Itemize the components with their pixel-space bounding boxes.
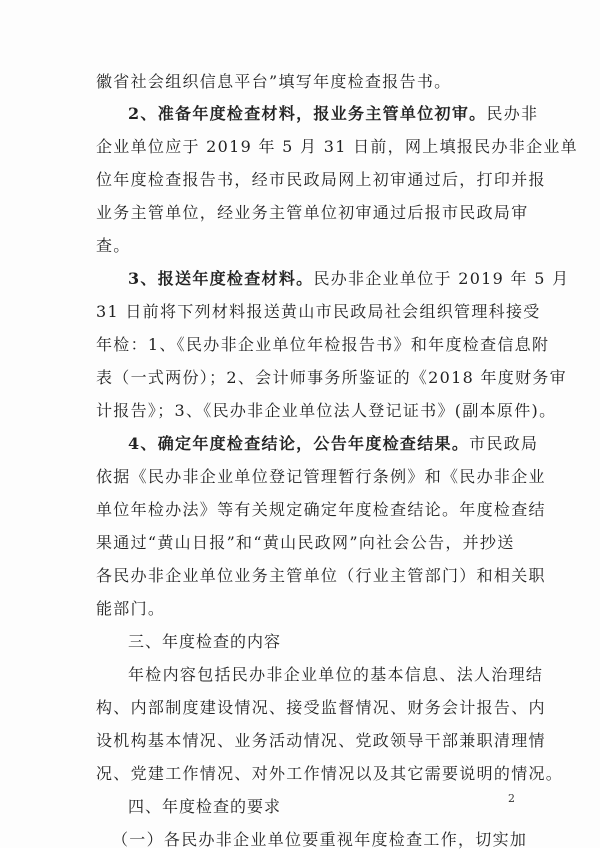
line-21: 设机构基本情况、业务活动情况、党政领导干部兼职清理情 xyxy=(96,731,546,750)
line-19: 年检内容包括民办非企业单位的基本信息、法人治理结 xyxy=(128,665,544,684)
section-4-heading-line: 4、确定年度检查结论，公告年度检查结果。市民政局 xyxy=(128,434,539,453)
line-6: 查。 xyxy=(96,236,131,255)
line-24: （一）各民办非企业单位要重视年度检查工作，切实加 xyxy=(112,830,528,849)
line-13: 依据《民办非企业单位登记管理暂行条例》和《民办非企业 xyxy=(96,467,546,486)
line-17: 能部门。 xyxy=(96,599,166,618)
page-number: 2 xyxy=(508,792,515,805)
line-9: 年检：1、《民办非企业单位年检报告书》和年度检查信息附 xyxy=(96,335,550,354)
section-3-heading-line: 3、报送年度检查材料。民办非企业单位于 2019 年 5 月 xyxy=(128,269,570,288)
line-10: 表（一式两份）；2、会计师事务所鉴证的《2018 年度财务审 xyxy=(96,368,567,387)
line-22: 况、党建工作情况、对外工作情况以及其它需要说明的情况。 xyxy=(96,764,564,783)
section-4-title: 4、确定年度检查结论，公告年度检查结果。 xyxy=(128,434,470,453)
section-3-title: 3、报送年度检查材料。 xyxy=(128,269,314,288)
line-20: 构、内部制度建设情况、接受监督情况、财务会计报告、内 xyxy=(96,698,546,717)
line-3: 企业单位应于 2019 年 5 月 31 日前，网上填报民办非企业单 xyxy=(96,137,578,156)
line-15: 果通过“黄山日报”和“黄山民政网”向社会公告，并抄送 xyxy=(96,533,515,552)
line-1: 徽省社会组织信息平台”填写年度检查报告书。 xyxy=(96,72,452,91)
section-2-title: 2、准备年度检查材料，报业务主管单位初审。 xyxy=(128,104,487,123)
section-2-heading-line: 2、准备年度检查材料，报业务主管单位初审。民办非 xyxy=(128,104,539,123)
line-4: 位年度检查报告书，经市民政局网上初审通过后，打印并报 xyxy=(96,170,546,189)
section-four-heading: 四、年度检查的要求 xyxy=(128,797,282,816)
section-three-heading: 三、年度检查的内容 xyxy=(128,632,282,651)
line-16: 各民办非企业单位业务主管单位（行业主管部门）和相关职 xyxy=(96,566,546,585)
line-11: 计报告》；3、《民办非企业单位法人登记证书》(副本原件)。 xyxy=(96,401,557,420)
line-5: 业务主管单位，经业务主管单位初审通过后报市民政局审 xyxy=(96,203,529,222)
line-8: 31 日前将下列材料报送黄山市民政局社会组织管理科接受 xyxy=(96,302,541,321)
line-14: 单位年检办法》等有关规定确定年度检查结论。年度检查结 xyxy=(96,500,546,519)
